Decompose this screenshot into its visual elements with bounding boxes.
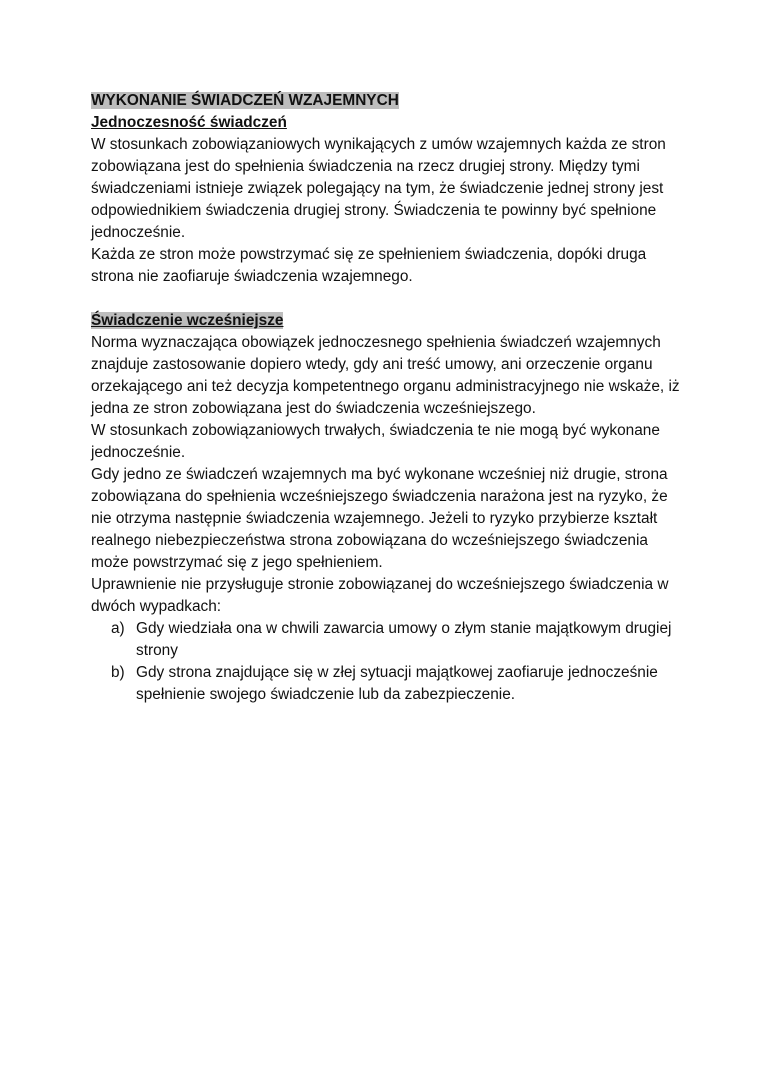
list-item: [91, 662, 681, 706]
paragraph: W stosunkach zobowiązaniowych wynikających z umów wzajemnych każda ze stron zobowiązana jest do spełnienia świadczenia na rzecz drugiej strony. Między tymi świadczeniami istnieje związek polegający na tym, że świadczenie jednej strony jest odpowiednikiem świadczenia drugiej strony. Świadczenia te powinny być spełnione jednocześnie.: [91, 136, 666, 241]
document-body: [91, 90, 681, 706]
spacer: [91, 288, 681, 310]
section-heading-earlier-performance: Świadczenie wcześniejsze: [91, 312, 284, 329]
list-marker: a): [111, 620, 125, 637]
section-heading-line: [91, 310, 681, 332]
exceptions-list: [91, 618, 681, 706]
list-marker: b): [111, 664, 125, 681]
list-item-text: Gdy wiedziała ona w chwili zawarcia umowy o złym stanie majątkowym drugiej strony: [136, 620, 672, 659]
document-title-line: [91, 90, 681, 112]
paragraph: W stosunkach zobowiązaniowych trwałych, świadczenia te nie mogą być wykonane jednocześnie.: [91, 422, 660, 461]
list-item: [91, 618, 681, 662]
section-heading-simultaneity: Jednoczesność świadczeń: [91, 114, 287, 131]
list-item-text: Gdy strona znajdujące się w złej sytuacji majątkowej zaofiaruje jednocześnie spełnienie swojego świadczenie lub da zabezpieczenie.: [136, 664, 658, 703]
paragraph: Gdy jedno ze świadczeń wzajemnych ma być wykonane wcześniej niż drugie, strona zobowiązana do spełnienia wcześniejszego świadczenia narażona jest na ryzyko, że nie otrzyma następnie świadczenia wzajemnego. Jeżeli to ryzyko przybierze kształt realnego niebezpieczeństwa strona zobowiązana do wcześniejszego świadczenia może powstrzymać się z jego spełnieniem.: [91, 466, 668, 571]
paragraph: Uprawnienie nie przysługuje stronie zobowiązanej do wcześniejszego świadczenia w dwóch wypadkach:: [91, 576, 669, 615]
section-heading-line: [91, 112, 681, 134]
paragraph: Każda ze stron może powstrzymać się ze spełnieniem świadczenia, dopóki druga strona nie zaofiaruje świadczenia wzajemnego.: [91, 246, 647, 285]
document-title: WYKONANIE ŚWIADCZEŃ WZAJEMNYCH: [91, 92, 399, 109]
paragraph: Norma wyznaczająca obowiązek jednoczesnego spełnienia świadczeń wzajemnych znajduje zastosowanie dopiero wtedy, gdy ani treść umowy, ani orzeczenie organu orzekającego ani też decyzja kompetentnego organu administracyjnego nie wskaże, iż jedna ze stron zobowiązana jest do świadczenia wcześniejszego.: [91, 334, 680, 417]
